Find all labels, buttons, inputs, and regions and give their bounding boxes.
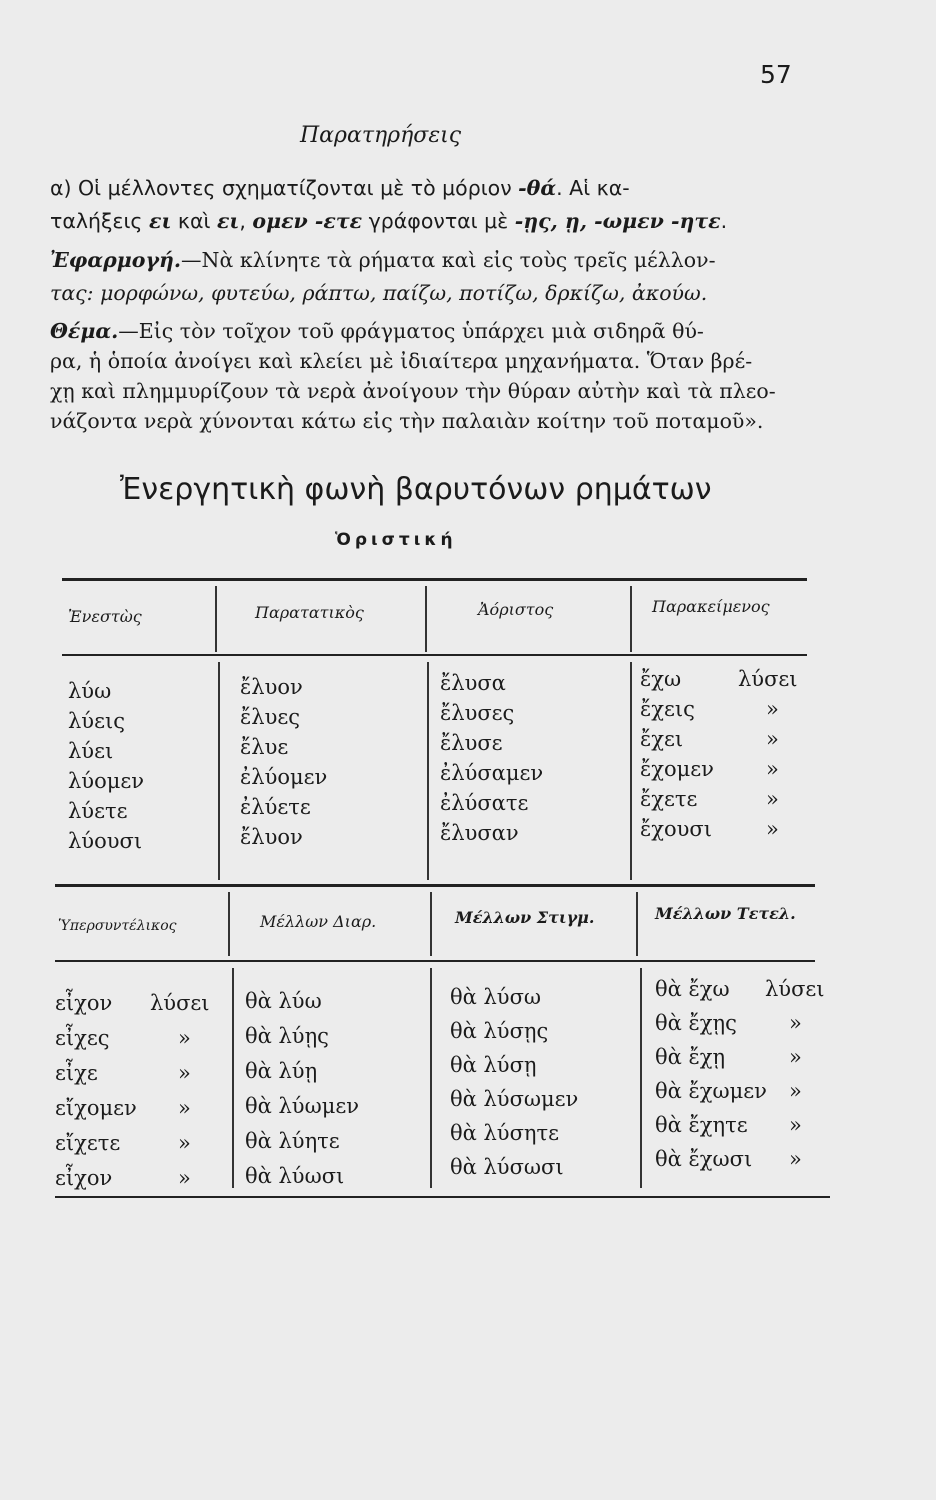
header-present: Ἐνεστὼς xyxy=(68,607,142,626)
exercise-text: —Νὰ κλίνητε τὰ ρήματα καὶ εἰς τοὺς τρεῖς μέλλον- xyxy=(181,248,716,272)
ditto-mark: » xyxy=(178,1096,191,1120)
form-cell: εἶχον xyxy=(55,1166,113,1190)
perfect-inf-column xyxy=(738,664,798,844)
form-cell: θὰ λύσωμεν xyxy=(450,1087,579,1111)
form-cell: ἔχετε xyxy=(640,787,698,811)
form-cell: ἐλύσατε xyxy=(440,791,529,815)
table1-header-rule xyxy=(62,654,807,656)
form-cell: ἔχει xyxy=(640,727,684,751)
pluperfect-aux-column xyxy=(55,986,137,1196)
aorist-column xyxy=(440,668,543,848)
header-aorist: Ἀόριστος xyxy=(478,600,554,619)
form-cell: λύουσι xyxy=(68,829,143,853)
theme-text: —Εἰς τὸν τοῖχον τοῦ φράγματος ὑπάρχει μιὰ σιδηρᾶ θύ- xyxy=(118,319,704,343)
header-future-perfect: Μέλλων Τετελ. xyxy=(655,904,796,923)
form-cell: θὰ ἔχῃς xyxy=(655,1011,737,1035)
theme-paragraph xyxy=(50,316,840,436)
future-simple-column xyxy=(450,980,578,1184)
form-cell: ἔλυον xyxy=(240,825,303,849)
obs-ending: ει xyxy=(216,209,240,233)
table1-top-rule xyxy=(62,578,807,581)
form-cell: ἔλυε xyxy=(240,735,289,759)
form-cell: θὰ ἔχητε xyxy=(655,1113,748,1137)
ditto-mark: » xyxy=(178,1061,191,1085)
header-perfect: Παρακείμενος xyxy=(652,597,770,616)
imperfect-column xyxy=(240,672,327,852)
exercise-label: Ἐφαρμογή. xyxy=(50,248,182,272)
present-column xyxy=(68,676,144,856)
table2-divider xyxy=(232,968,234,1188)
table1-divider xyxy=(427,662,429,880)
table1-divider xyxy=(218,662,220,880)
section-subheading: Ὁριστική xyxy=(335,530,457,550)
obs-text: ταλήξεις xyxy=(50,209,149,233)
form-cell: λύσει xyxy=(738,667,798,691)
ditto-mark: » xyxy=(789,1147,802,1171)
form-cell: ἔχουσι xyxy=(640,817,712,841)
obs-ending: ει xyxy=(148,209,172,233)
ditto-mark: » xyxy=(766,727,779,751)
theme-text: νάζοντα νερὰ χύνονται κάτω εἰς τὴν παλαιὰν κοίτην τοῦ ποταμοῦ». xyxy=(50,409,764,433)
table2-divider xyxy=(636,892,638,956)
table2-divider xyxy=(640,968,642,1188)
form-cell: θὰ λύῃ xyxy=(245,1059,318,1083)
form-cell: ἔλυσες xyxy=(440,701,515,725)
ditto-mark: » xyxy=(789,1079,802,1103)
obs-text: . xyxy=(720,209,728,233)
form-cell: εἴχετε xyxy=(55,1131,121,1155)
form-cell: λύετε xyxy=(68,799,128,823)
table2-divider xyxy=(430,892,432,956)
ditto-mark: » xyxy=(766,787,779,811)
form-cell: ἐλύομεν xyxy=(240,765,328,789)
ditto-mark: » xyxy=(789,1045,802,1069)
ditto-mark: » xyxy=(766,697,779,721)
form-cell: ἔλυες xyxy=(240,705,300,729)
future-perfect-inf-column xyxy=(765,972,825,1176)
future-perfect-aux-column xyxy=(655,972,767,1176)
ditto-mark: » xyxy=(178,1166,191,1190)
table1-divider xyxy=(630,662,632,880)
form-cell: εἶχον xyxy=(55,991,113,1015)
table2-top-rule xyxy=(55,884,815,887)
form-cell: θὰ λύωσι xyxy=(245,1164,345,1188)
obs-text: καὶ xyxy=(171,209,217,233)
future-continuous-column xyxy=(245,984,359,1194)
form-cell: λύομεν xyxy=(68,769,145,793)
table1-divider xyxy=(630,586,632,652)
form-cell: θὰ ἔχῃ xyxy=(655,1045,726,1069)
form-cell: θὰ λύσῃς xyxy=(450,1019,549,1043)
theme-label: Θέμα. xyxy=(50,319,119,343)
observations-paragraph xyxy=(50,172,840,238)
header-future-simple: Μέλλων Στιγμ. xyxy=(455,908,595,927)
obs-ending: ομεν -ετε xyxy=(252,209,363,233)
perfect-aux-column xyxy=(640,664,714,844)
theme-text: ρα, ἡ ὁποία ἀνοίγει καὶ κλείει μὲ ἰδιαίτερα μηχανήματα. Ὅταν βρέ- xyxy=(50,349,753,373)
form-cell: ἔχεις xyxy=(640,697,695,721)
table2-divider xyxy=(228,892,230,956)
form-cell: ἔλυον xyxy=(240,675,303,699)
form-cell: θὰ λύσητε xyxy=(450,1121,559,1145)
header-future-continuous: Μέλλων Διαρ. xyxy=(260,912,377,931)
exercise-verbs: τας: μορφώνω, φυτεύω, ράπτω, παίζω, ποτίζω, δρκίζω, ἀκούω. xyxy=(50,281,708,305)
pluperfect-inf-column xyxy=(150,986,210,1196)
ditto-mark: » xyxy=(766,817,779,841)
ditto-mark: » xyxy=(178,1131,191,1155)
form-cell: θὰ λύσῃ xyxy=(450,1053,537,1077)
form-cell: θὰ λύσω xyxy=(450,985,542,1009)
obs-text: , xyxy=(239,209,253,233)
form-cell: ἔχομεν xyxy=(640,757,714,781)
table2-header-rule xyxy=(55,960,815,962)
table2-divider xyxy=(430,968,432,1188)
form-cell: θὰ ἔχωσι xyxy=(655,1147,753,1171)
ditto-mark: » xyxy=(766,757,779,781)
table1-divider xyxy=(215,586,217,652)
form-cell: ἔχω xyxy=(640,667,682,691)
form-cell: ἐλύετε xyxy=(240,795,311,819)
form-cell: εἶχες xyxy=(55,1026,110,1050)
header-imperfect: Παρατατικὸς xyxy=(255,603,364,622)
form-cell: θὰ λύητε xyxy=(245,1129,340,1153)
page-number: 57 xyxy=(760,60,792,89)
form-cell: λύω xyxy=(68,679,112,703)
form-cell: λύει xyxy=(68,739,114,763)
form-cell: θὰ ἔχωμεν xyxy=(655,1079,767,1103)
ditto-mark: » xyxy=(789,1011,802,1035)
obs-particle: -θά xyxy=(518,176,557,200)
form-cell: θὰ λύσωσι xyxy=(450,1155,564,1179)
form-cell: θὰ λύωμεν xyxy=(245,1094,359,1118)
form-cell: εἴχομεν xyxy=(55,1096,137,1120)
form-cell: θὰ λύῃς xyxy=(245,1024,329,1048)
form-cell: ἔλυσε xyxy=(440,731,503,755)
obs-text: . Αἱ κα- xyxy=(556,176,630,200)
form-cell: ἔλυσαν xyxy=(440,821,519,845)
form-cell: θὰ λύω xyxy=(245,989,322,1013)
form-cell: ἔλυσα xyxy=(440,671,506,695)
table2-bottom-rule xyxy=(55,1196,830,1198)
ditto-mark: » xyxy=(789,1113,802,1137)
theme-text: χῃ καὶ πλημμυρίζουν τὰ νερὰ ἀνοίγουν τὴν θύραν αὐτὴν καὶ τὰ πλεο- xyxy=(50,379,776,403)
observations-title: Παρατηρήσεις xyxy=(300,123,462,148)
exercise-paragraph xyxy=(50,244,840,310)
form-cell: λύσει xyxy=(765,977,825,1001)
obs-ending: -ῃς, ῃ, -ωμεν -ητε xyxy=(514,209,721,233)
header-pluperfect: Ὑπερσυντέλικος xyxy=(58,918,177,934)
form-cell: θὰ ἔχω xyxy=(655,977,730,1001)
ditto-mark: » xyxy=(178,1026,191,1050)
form-cell: εἶχε xyxy=(55,1061,98,1085)
obs-text: γράφονται μὲ xyxy=(362,209,515,233)
form-cell: λύεις xyxy=(68,709,125,733)
form-cell: λύσει xyxy=(150,991,210,1015)
table1-divider xyxy=(425,586,427,652)
obs-text: α) Οἱ μέλλοντες σχηματίζονται μὲ τὸ μόριον xyxy=(50,176,519,200)
section-heading: Ἐνεργητικὴ φωνὴ βαρυτόνων ρημάτων xyxy=(120,472,712,507)
form-cell: ἐλύσαμεν xyxy=(440,761,544,785)
